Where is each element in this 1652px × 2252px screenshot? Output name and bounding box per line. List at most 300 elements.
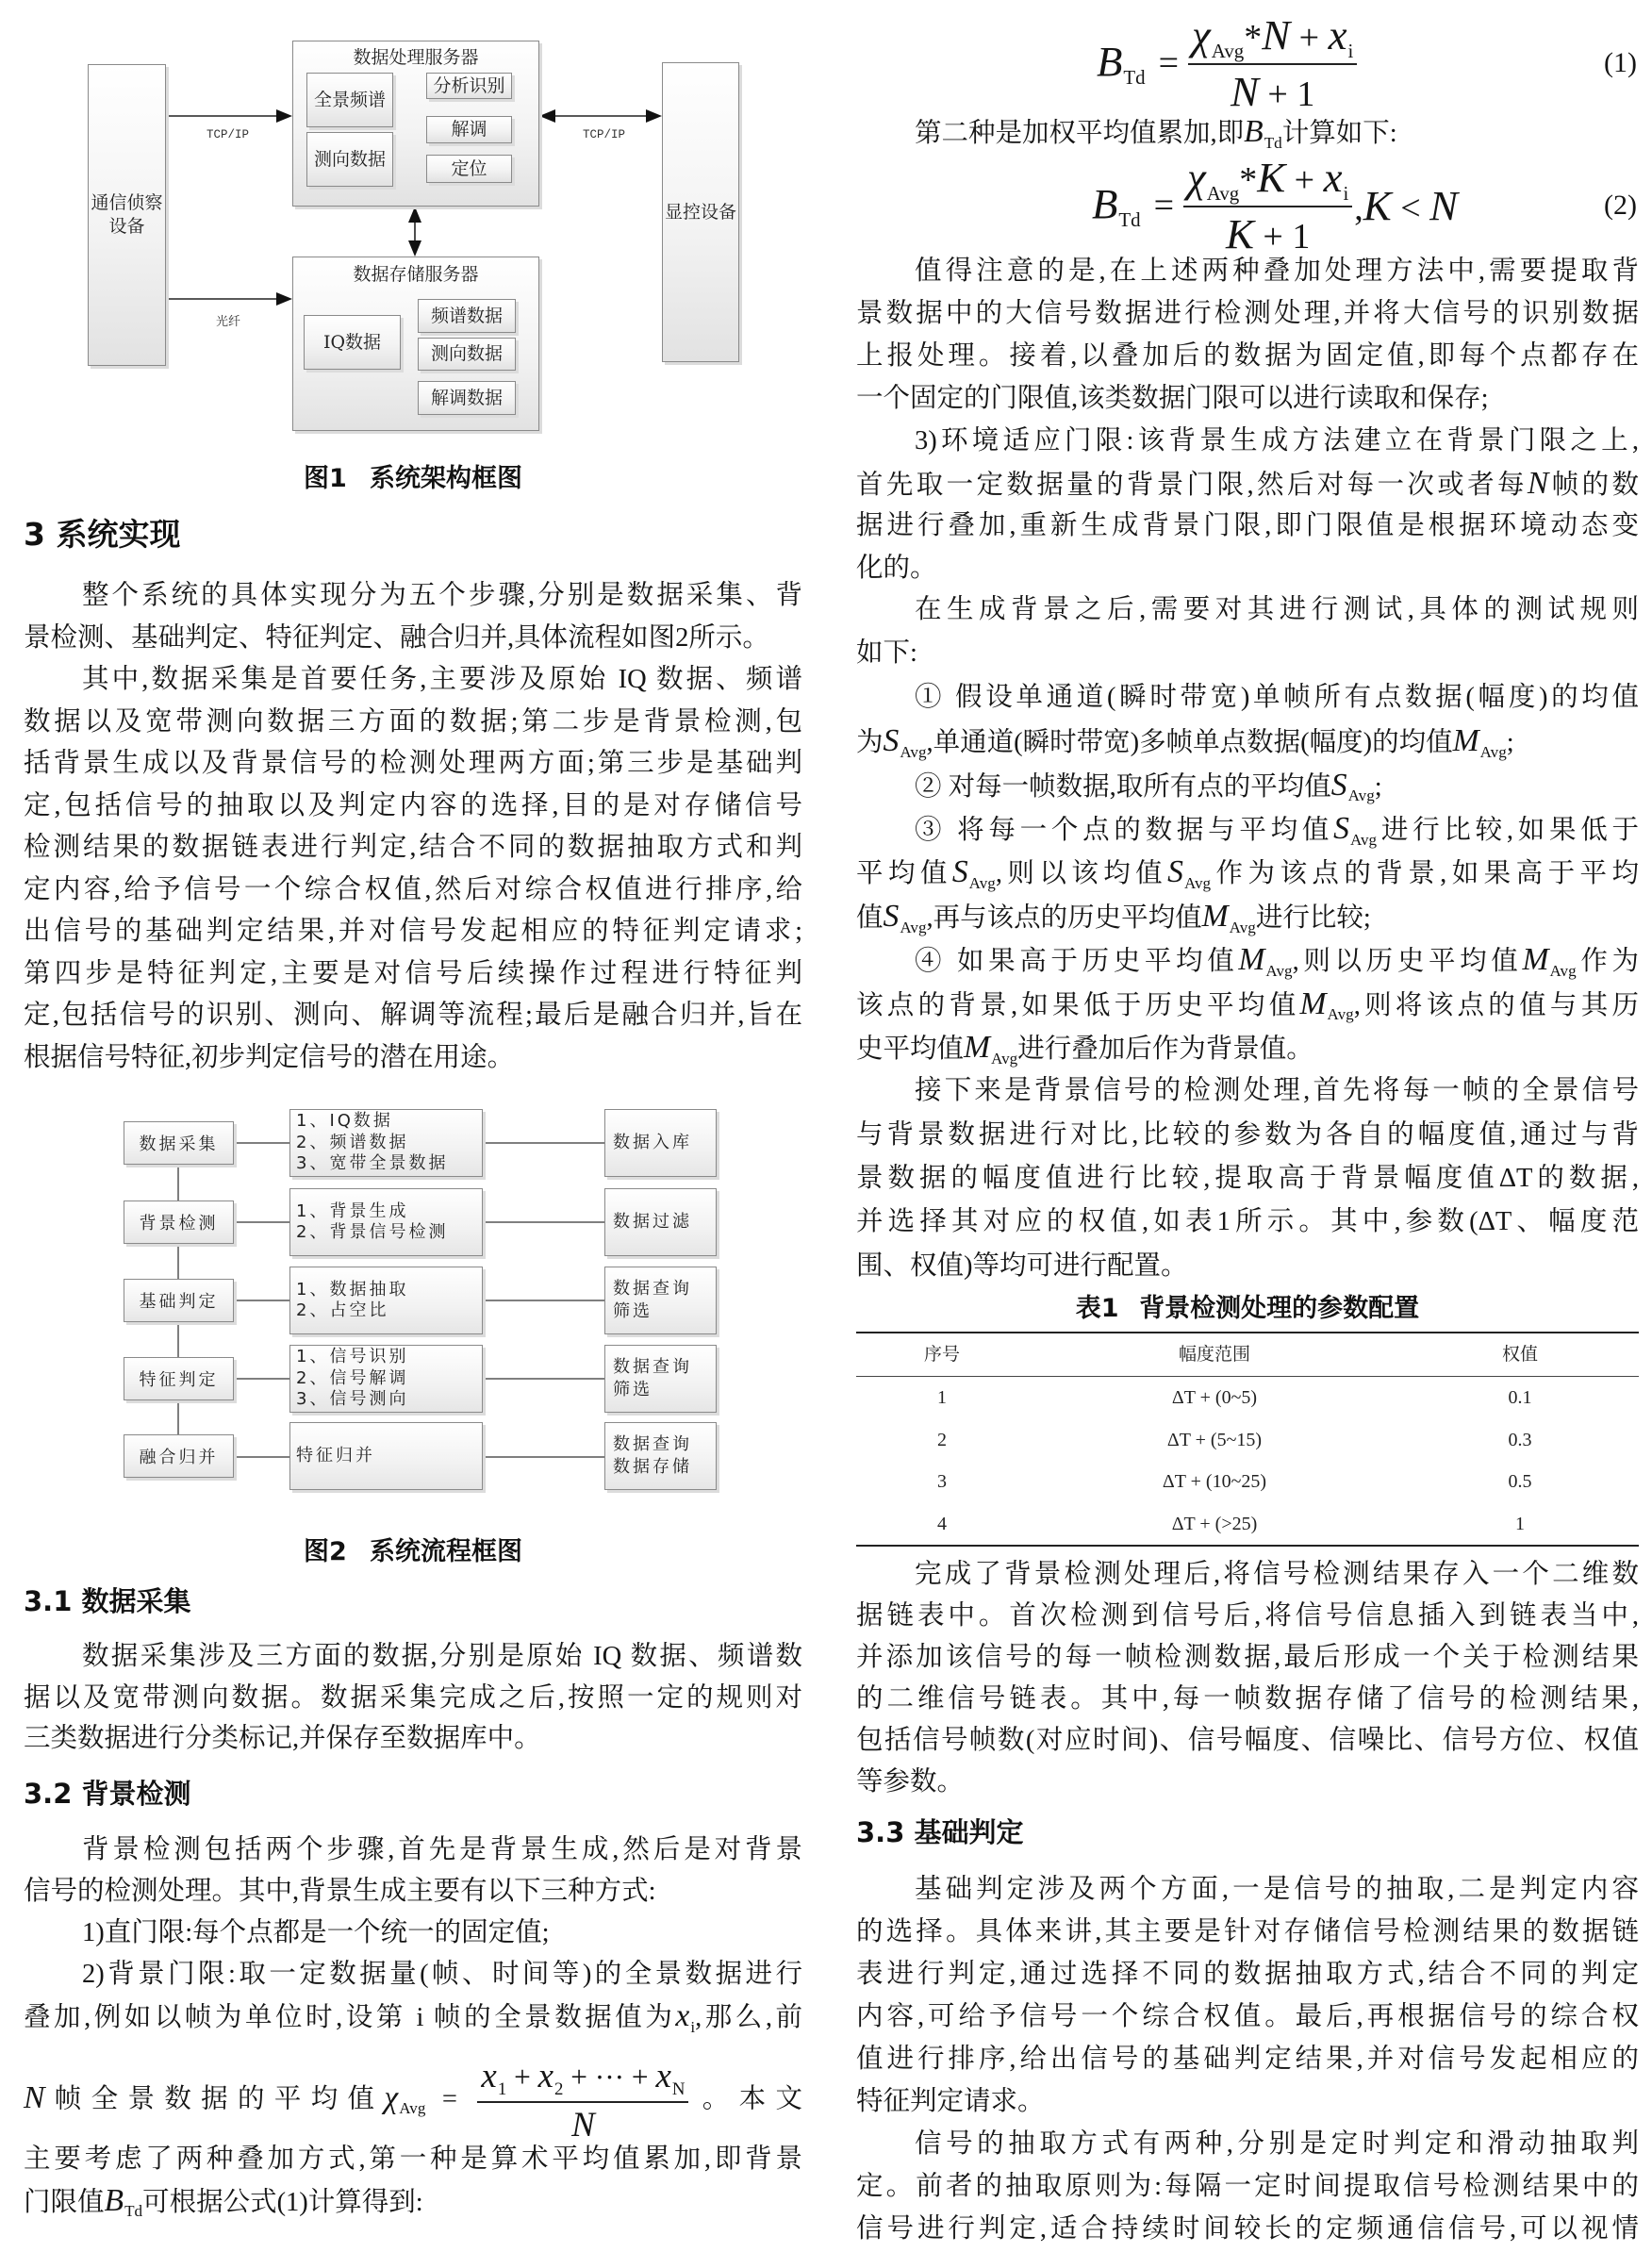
table-cell: ΔT + (5~15)	[1166, 1429, 1263, 1450]
table-1-caption	[856, 1288, 1639, 1330]
direction-data-label: 测向数据	[313, 148, 386, 170]
demod-data-label: 解调数据	[430, 387, 503, 408]
text-run: 定内容,给予信号一个综合权值,然后对综合权值进行排序,给	[24, 874, 802, 904]
text-line	[856, 1114, 1639, 1157]
text-line	[24, 911, 802, 953]
equation-body	[1097, 8, 1357, 118]
figure-label: 图2	[303, 1537, 347, 1566]
text-run: 首先取一定数据量的背景门限,然后对每一次或者每	[856, 471, 1528, 500]
text-run: 特征判定请求。	[856, 2087, 1045, 2116]
text-run: 表进行判定,通过选择不同的数据抽取方式,结合不同的判定	[856, 1960, 1639, 1989]
text-line	[856, 462, 1639, 505]
text-line	[856, 632, 1639, 675]
math-variable	[481, 2057, 507, 2099]
equation-2-intro	[856, 111, 1639, 153]
text-run: 信号的检测处理。其中,背景生成主要有以下三种方式:	[24, 1877, 656, 1906]
text-line	[856, 764, 1639, 807]
text-run: 上报处理。接着,以叠加后的数据为固定值,即每个点都存在	[856, 341, 1639, 371]
text-run: <	[1391, 189, 1430, 228]
text-line	[856, 1554, 1639, 1596]
text-run: 值	[856, 902, 884, 933]
text-run: ,再与该点的历史平均值	[926, 902, 1202, 933]
text-line	[856, 1679, 1639, 1720]
text-line	[856, 420, 1639, 462]
storage-direction-data-label: 测向数据	[430, 343, 503, 364]
text-line	[24, 786, 802, 828]
table-cell: ΔT + (>25)	[1171, 1513, 1258, 1534]
text-line	[856, 1911, 1639, 1953]
text-run: 进行叠加后作为背景值。	[1017, 1034, 1313, 1064]
table-header-cell: 幅度范围	[1178, 1344, 1250, 1365]
math-variable	[1092, 180, 1141, 231]
text-line	[856, 851, 1639, 894]
text-line	[856, 1026, 1639, 1069]
variable-symbol: N	[1527, 466, 1549, 501]
text-run: 主要考虑了两种叠加方式,第一种是算术平均值累加,即背景	[24, 2144, 802, 2174]
text-line	[856, 1720, 1639, 1762]
text-run: 据链表中。首次检测到信号后,将信号信息插入到链表当中,	[856, 1601, 1639, 1631]
math-variable	[1363, 182, 1392, 229]
text-line	[24, 1037, 802, 1080]
math-variable	[1230, 67, 1259, 115]
text-run: 数据采集涉及三方面的数据,分别是原始 IQ 数据、频谱数	[82, 1642, 802, 1671]
variable-symbol: x	[675, 1998, 690, 2033]
math-variable	[964, 1029, 1018, 1068]
variable-symbol: N	[571, 2105, 595, 2144]
display-device-label: 显控设备	[664, 201, 736, 223]
table-row	[856, 1419, 1639, 1462]
text-line	[24, 743, 802, 786]
text-run: ,	[1354, 189, 1363, 228]
subscript: Avg	[1347, 787, 1375, 805]
equation-condition	[1354, 181, 1458, 230]
right-column	[856, 0, 1639, 2252]
text-run: 景检测、基础判定、特征判定、融合归并,具体流程如图2所示。	[24, 622, 769, 653]
subscript: Avg	[1183, 874, 1212, 893]
table-row	[856, 1461, 1639, 1503]
text-line	[24, 1913, 802, 1954]
text-run: +	[1290, 18, 1329, 58]
text-line	[856, 111, 1639, 153]
variable-symbol: χ	[1192, 11, 1211, 59]
text-run: 其中,数据采集是首要任务,主要涉及原始 IQ 数据、频谱	[82, 665, 802, 694]
text-run: 基础判定涉及两个方面,一是信号的抽取,二是判定内容	[915, 1875, 1639, 1904]
variable-symbol: N	[1262, 11, 1291, 59]
math-variable	[1299, 985, 1354, 1024]
text-run: 如下:	[856, 638, 917, 669]
text-run: 。本文	[692, 2084, 802, 2114]
math-variable	[675, 1998, 696, 2036]
link-label-fiber: 光纤	[216, 315, 241, 329]
text-run: 1)直门限:每个点都是一个统一的固定值;	[82, 1918, 550, 1947]
text-line	[24, 1954, 802, 1995]
text-run: 2)背景门限:取一定数据量(帧、时间等)的全景数据进行	[82, 1960, 802, 1989]
text-line	[856, 2123, 1639, 2165]
text-line	[24, 827, 802, 869]
text-run: ② 对每一帧数据,取所有点的平均值	[915, 771, 1331, 802]
text-line	[24, 869, 802, 912]
flow-step-label: 数据采集	[139, 1134, 219, 1154]
equation-body	[1092, 151, 1458, 260]
text-line	[856, 895, 1639, 938]
text-run: 的选择。具体来讲,其主要是针对存储信号检测结果的数据链	[856, 1917, 1639, 1946]
figure-title: 系统流程框图	[370, 1537, 523, 1566]
variable-symbol: M	[1201, 898, 1229, 934]
inline-formula-line	[24, 2054, 802, 2144]
text-run: 括背景生成以及背景信号的检测处理两方面;第三步是基础判	[24, 749, 802, 778]
text-run: 数据以及宽带测向数据三方面的数据;第二步是背景检测,包	[24, 706, 802, 737]
math-variable	[1429, 182, 1459, 229]
link-label-tcpip: TCP/IP	[206, 128, 250, 141]
text-run: 进行比较,如果低于	[1377, 815, 1639, 845]
subscript: Td	[1118, 207, 1141, 231]
equation-number: (2)	[1604, 190, 1637, 221]
figure-label: 图1	[303, 464, 347, 493]
text-run: 叠加,例如以帧为单位时,设第 i 帧的全景数据值为	[24, 2003, 676, 2032]
subscript: Avg	[1206, 181, 1240, 205]
inline-formula-block	[24, 2054, 802, 2144]
subscript: Td	[124, 2202, 143, 2221]
text-line	[856, 938, 1639, 982]
table-row	[856, 1377, 1639, 1419]
table-cell: 3	[937, 1471, 947, 1492]
text-run: 检测结果的数据链表进行判定,结合不同的数据抽取方式和判	[24, 833, 802, 862]
math-variable	[571, 2105, 595, 2144]
variable-symbol: M	[1299, 985, 1327, 1021]
text-line	[856, 720, 1639, 763]
subscript: Avg	[1349, 830, 1378, 849]
text-run: 该点的背景,如果低于历史平均值	[856, 990, 1300, 1020]
text-run: 出信号的基础判定结果,并对信号发起相应的特征判定请求;	[24, 917, 802, 946]
table-cell: ΔT + (0~5)	[1171, 1387, 1258, 1408]
subsection-heading: 3.3 基础判定	[856, 1816, 1024, 1848]
variable-symbol: K	[1225, 209, 1254, 257]
text-run: 完成了背景检测处理后,将信号检测结果存入一个二维数	[915, 1560, 1639, 1589]
text-run: ③ 将每一个点的数据与平均值	[915, 815, 1334, 845]
section-3-2-body	[24, 1830, 802, 2037]
text-run: ;	[1506, 728, 1514, 758]
fraction	[1183, 151, 1352, 260]
subsection-heading: 3.2 背景检测	[24, 1778, 191, 1810]
variable-symbol: S	[1167, 854, 1183, 890]
text-run: *	[1244, 18, 1263, 58]
left-column	[24, 0, 802, 2252]
text-run: 包括信号帧数(对应时间)、信号幅度、信噪比、信号方位、权值	[856, 1726, 1639, 1755]
text-line	[856, 292, 1639, 335]
text-line	[856, 2165, 1639, 2208]
text-line	[24, 995, 802, 1037]
math-variable	[1244, 114, 1282, 152]
flow-detail-item: 1、背景生成	[296, 1201, 409, 1221]
table-header-cell: 权值	[1501, 1344, 1538, 1365]
variable-symbol: M	[1238, 942, 1265, 978]
text-line	[856, 1245, 1639, 1288]
variable-symbol: M	[964, 1029, 991, 1065]
fraction	[1188, 8, 1357, 118]
equals-sign: =	[1153, 186, 1175, 225]
text-line	[856, 335, 1639, 377]
flow-detail-item: 特征归并	[296, 1445, 375, 1465]
text-line	[24, 953, 802, 996]
equals-sign: =	[1158, 43, 1180, 83]
equation-lhs	[1092, 179, 1141, 231]
numerator	[477, 2054, 688, 2101]
subscript: Avg	[900, 743, 927, 761]
text-line	[24, 1678, 802, 1719]
flow-step-label: 融合归并	[139, 1448, 219, 1467]
text-line	[856, 1596, 1639, 1637]
subscript: Avg	[1229, 918, 1256, 936]
math-variable	[24, 2079, 45, 2115]
equation-2	[856, 154, 1639, 257]
text-line	[856, 1762, 1639, 1803]
table-cell: ΔT + (10~25)	[1162, 1471, 1267, 1492]
table-label: 表1	[1075, 1294, 1119, 1323]
math-variable	[1330, 767, 1375, 805]
flow-output-label: 数据过滤	[613, 1212, 692, 1232]
text-line	[24, 702, 802, 744]
variable-symbol: B	[1097, 38, 1123, 86]
text-line	[856, 2080, 1639, 2123]
text-run: 据进行叠加,重新生成背景门限,即门限值是根据环境动态变	[856, 511, 1639, 540]
parameter-table	[856, 1332, 1639, 1547]
text-run: 信号进行判定,适合持续时间较长的定频通信信号,可以视情	[856, 2214, 1639, 2244]
subscript: Avg	[1211, 39, 1245, 62]
flow-detail-item: 2、频谱数据	[296, 1132, 409, 1152]
text-run: ④ 如果高于历史平均值	[915, 947, 1239, 977]
text-run: +	[1285, 160, 1324, 201]
flow-step-label: 背景检测	[139, 1214, 219, 1234]
background-threshold-text	[856, 250, 1639, 589]
text-line	[24, 2180, 802, 2222]
text-line	[856, 1953, 1639, 1995]
text-run: 据以及宽带测向数据。数据采集完成之后,按照一定的规则对	[24, 1682, 802, 1713]
flow-detail-item: 3、信号测向	[296, 1389, 409, 1410]
fraction	[477, 2054, 688, 2148]
subscript: Avg	[900, 918, 927, 936]
math-variable	[883, 723, 927, 761]
flow-detail-item: 1、信号识别	[296, 1347, 409, 1367]
text-run: 可根据公式(1)计算得到:	[142, 2187, 423, 2217]
text-line	[24, 1830, 802, 1871]
text-run: 根据信号特征,初步判定信号的潜在用途。	[24, 1042, 515, 1072]
subscript: Avg	[1327, 1005, 1354, 1024]
iq-data-label: IQ数据	[322, 331, 382, 353]
math-variable	[1527, 466, 1549, 501]
text-run: 与背景数据进行对比,比较的参数为各自的幅度值,通过与背	[856, 1119, 1639, 1150]
text-run: ,则以该均值	[995, 859, 1168, 889]
flow-detail-item: 1、IQ数据	[296, 1111, 393, 1132]
numerator	[1188, 8, 1357, 62]
section-heading: 3 系统实现	[24, 516, 181, 553]
math-variable	[384, 2079, 426, 2118]
text-run: 并添加该信号的每一帧检测数据,最后形成一个关于检测结果	[856, 1643, 1639, 1672]
text-run: 等参数。	[856, 1767, 965, 1797]
text-line	[856, 807, 1639, 851]
flow-detail-item: 2、占空比	[296, 1300, 389, 1320]
text-line	[24, 1871, 802, 1913]
text-run: 定。前者的抽取原则为:每隔一定时间提取信号检测结果中的	[856, 2172, 1639, 2201]
variable-symbol: B	[1092, 180, 1118, 228]
panorama-spectrum-label: 全景频谱	[313, 89, 386, 110]
text-line	[24, 659, 802, 702]
flow-detail-item: 2、信号解调	[296, 1367, 409, 1388]
flow-step-label: 特征判定	[139, 1370, 219, 1390]
text-line	[24, 1995, 802, 2037]
text-run: 3)环境适应门限:该背景生成方法建立在背景门限之上,	[915, 426, 1639, 455]
text-run: 定,包括信号的抽取以及判定内容的选择,目的是对存储信号	[24, 790, 802, 820]
text-run: 并选择其对应的权值,如表1所示。其中,参数(ΔT、幅度范	[856, 1207, 1639, 1237]
variable-symbol: x	[537, 2057, 554, 2095]
math-variable	[1333, 810, 1378, 849]
text-run: 史平均值	[856, 1034, 965, 1064]
subscript: Td	[1123, 65, 1146, 89]
text-run: +	[506, 2061, 538, 2094]
section-3-body	[24, 575, 802, 1079]
text-run: 三类数据进行分类标记,并保存至数据库中。	[24, 1724, 541, 1753]
variable-symbol: M	[1522, 942, 1549, 978]
text-run: 帧的数	[1548, 471, 1639, 500]
text-run: ;	[1374, 771, 1382, 802]
text-run: 进行比较;	[1255, 902, 1371, 933]
math-variable	[1192, 11, 1245, 62]
flow-detail-item: 2、背景信号检测	[296, 1222, 449, 1242]
variable-symbol: S	[883, 898, 900, 934]
text-line	[856, 1868, 1639, 1911]
equation-number: (1)	[1604, 47, 1637, 78]
processing-server-title: 数据处理服务器	[353, 47, 479, 68]
subscript: 1	[497, 2078, 507, 2099]
math-variable	[951, 854, 996, 893]
text-run: *	[1239, 160, 1258, 201]
text-run: + 1	[1258, 74, 1315, 114]
table-title: 背景检测处理的参数配置	[1139, 1294, 1420, 1323]
recon-device-label: 通信侦察设备	[91, 192, 163, 237]
flow-detail-item: 1、数据抽取	[296, 1279, 409, 1300]
text-run: + 1	[1253, 216, 1311, 257]
subscript: i	[690, 2017, 696, 2036]
math-variable	[883, 898, 927, 936]
text-line	[856, 588, 1639, 632]
math-variable	[1238, 942, 1293, 980]
text-run: 作为	[1576, 947, 1639, 977]
text-line	[856, 1157, 1639, 1201]
subscript: N	[671, 2078, 686, 2099]
text-line	[856, 377, 1639, 420]
variable-symbol: B	[104, 2182, 124, 2218]
text-line	[24, 575, 802, 618]
text-run: 计算如下:	[1281, 119, 1397, 148]
subscript: i	[1343, 181, 1349, 205]
text-run: 的二维信号链表。其中,每一帧数据存储了信号的检测结果,	[856, 1684, 1639, 1714]
text-run: ,则以历史平均值	[1292, 947, 1523, 977]
storage-server-title: 数据存储服务器	[353, 264, 479, 285]
text-run: ,则将该点的值与其历	[1353, 990, 1639, 1020]
math-variable	[1187, 154, 1240, 205]
table-cell: 0.1	[1508, 1387, 1532, 1408]
flow-detail-item: 3、宽带全景数据	[296, 1153, 449, 1174]
text-line	[856, 505, 1639, 547]
variable-symbol: N	[1429, 182, 1459, 229]
demodulation-label: 解调	[451, 119, 487, 140]
link-label-tcpip: TCP/IP	[583, 128, 626, 141]
section-3-2-body-continued	[24, 2139, 802, 2221]
math-variable	[537, 2057, 564, 2099]
variable-symbol: χ	[1187, 154, 1206, 202]
variable-symbol: S	[1330, 767, 1347, 803]
math-variable	[1522, 942, 1577, 980]
variable-symbol: x	[655, 2057, 671, 2095]
text-run: 平均值	[856, 859, 952, 889]
subscript: Avg	[968, 874, 996, 893]
table-cell: 4	[937, 1513, 947, 1534]
variable-symbol: x	[1323, 154, 1343, 202]
section-3-1-body	[24, 1636, 802, 1760]
figure-title: 系统架构框图	[370, 464, 523, 493]
text-run: 化的。	[856, 554, 937, 583]
text-run: =	[425, 2084, 474, 2114]
text-run: 景数据中的大信号数据进行检测处理,并将大信号的识别数据	[856, 299, 1639, 328]
numerator	[1183, 151, 1352, 205]
subscript: i	[1347, 39, 1354, 62]
text-run: 值得注意的是,在上述两种叠加处理方法中,需要提取背	[915, 257, 1639, 286]
text-run: 值进行排序,给出信号的基础判定结果,并对信号发起相应的	[856, 2045, 1639, 2074]
text-run: 在生成背景之后,需要对其进行测试,具体的测试规则	[915, 595, 1639, 624]
math-variable	[1452, 723, 1507, 761]
variable-symbol: S	[951, 854, 968, 890]
text-line	[856, 1201, 1639, 1244]
text-run: 一个固定的门限值,该类数据门限可以进行读取和保存;	[856, 384, 1489, 413]
spectrum-data-label: 频谱数据	[430, 305, 503, 326]
subscript: Avg	[399, 2099, 426, 2118]
math-variable	[655, 2057, 686, 2099]
text-run: 第二种是加权平均值累加,即	[915, 119, 1245, 148]
math-variable	[1097, 38, 1146, 89]
table-cell: 1	[1515, 1513, 1525, 1534]
text-run: 作为该点的背景,如果高于平均	[1211, 859, 1639, 889]
text-line	[856, 2038, 1639, 2080]
text-run: 整个系统的具体实现分为五个步骤,分别是数据采集、背	[82, 581, 802, 610]
variable-symbol: K	[1363, 182, 1392, 229]
subscript: 2	[554, 2078, 564, 2099]
denominator	[1227, 65, 1318, 118]
text-run: 内容,可给予信号一个综合权值。最后,再根据信号的综合权	[856, 2002, 1639, 2031]
text-line	[856, 1995, 1639, 2038]
variable-symbol: N	[1230, 67, 1259, 115]
text-run: 背景检测包括两个步骤,首先是背景生成,然后是对背景	[82, 1835, 802, 1864]
text-run: 定,包括信号的识别、测向、解调等流程;最后是融合归并,旨在	[24, 1001, 802, 1030]
table-cell: 0.3	[1508, 1429, 1532, 1450]
detection-result-text	[856, 1554, 1639, 1803]
math-variable	[1328, 11, 1354, 62]
table-header-cell: 序号	[923, 1344, 960, 1365]
text-line	[856, 250, 1639, 292]
flow-output-label: 数据查询筛选	[613, 1357, 692, 1399]
text-line	[856, 1069, 1639, 1113]
equation-1	[856, 11, 1639, 115]
table-cell: 0.5	[1508, 1471, 1532, 1492]
flow-step-label: 基础判定	[139, 1292, 219, 1312]
subscript: Td	[1264, 133, 1282, 152]
text-run: 门限值	[24, 2187, 105, 2217]
text-run: 第四步是特征判定,主要是对信号后续操作过程进行特征判	[24, 958, 802, 988]
text-line	[856, 2208, 1639, 2250]
table-cell: 1	[937, 1387, 947, 1408]
math-variable	[1323, 154, 1349, 205]
text-line	[24, 1636, 802, 1678]
variable-symbol: K	[1257, 154, 1286, 202]
math-variable	[1201, 898, 1256, 936]
